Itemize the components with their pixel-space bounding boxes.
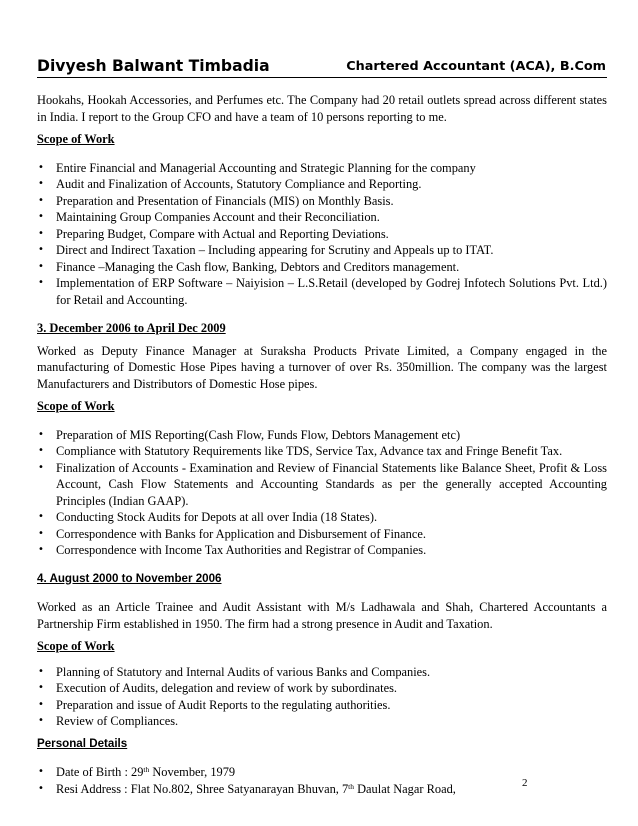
scope-list-1 — [37, 160, 607, 309]
dob-ordinal: th — [143, 765, 150, 774]
list-item: • Direct and Indirect Taxation – Including appearing for Scrutiny and Appeals up to ITAT. — [37, 242, 607, 259]
scope-heading-2: Scope of Work — [37, 399, 115, 413]
employment-heading-4: 4. August 2000 to November 2006 — [37, 571, 222, 585]
list-item: • Audit and Finalization of Accounts, Statutory Compliance and Reporting. — [37, 176, 607, 193]
list-item: • Correspondence with Income Tax Authorities and Registrar of Companies. — [37, 542, 607, 559]
address-label: Resi Address : Flat No.802, Shree Satyanarayan Bhuvan, 7 — [56, 781, 349, 796]
list-item: • Implementation of ERP Software – Naiyision – L.S.Retail (developed by Godrej Infotech Solutions Pvt. Ltd.) for Retail and Accounting. — [37, 275, 607, 308]
employment-heading-3: 3. December 2006 to April Dec 2009 — [37, 321, 226, 335]
address-value: Daulat Nagar Road, — [354, 781, 456, 796]
scope-heading-3: Scope of Work — [37, 639, 115, 653]
employment-paragraph-4: Worked as an Article Trainee and Audit Assistant with M/s Ladhawala and Shah, Chartered Accountants a Partnership Firm established in 1950. The firm had a strong presence in Audit and Taxation. — [37, 600, 607, 631]
scope-heading-1: Scope of Work — [37, 132, 115, 146]
candidate-name: Divyesh Balwant Timbadia — [37, 57, 270, 75]
list-item: • Conducting Stock Audits for Depots at all over India (18 States). — [37, 509, 607, 526]
list-item: • Preparation of MIS Reporting(Cash Flow, Funds Flow, Debtors Management etc) — [37, 427, 607, 444]
list-item: • Preparing Budget, Compare with Actual and Reporting Deviations. — [37, 226, 607, 243]
list-item: • Planning of Statutory and Internal Audits of various Banks and Companies. — [37, 664, 607, 681]
page-number: 2 — [522, 777, 528, 789]
list-item: • Maintaining Group Companies Account and their Reconciliation. — [37, 209, 607, 226]
list-item: • Finance –Managing the Cash flow, Banking, Debtors and Creditors management. — [37, 259, 607, 276]
list-item: • Preparation and issue of Audit Reports to the regulating authorities. — [37, 697, 607, 714]
list-item: • Preparation and Presentation of Financials (MIS) on Monthly Basis. — [37, 193, 607, 210]
personal-details-heading: Personal Details — [37, 736, 128, 750]
intro-paragraph: Hookahs, Hookah Accessories, and Perfumes etc. The Company had 20 retail outlets spread across different states in India. I report to the Group CFO and have a team of 10 persons reporting to me. — [37, 93, 607, 124]
address-ordinal: th — [348, 781, 355, 791]
list-item: • Finalization of Accounts - Examination and Review of Financial Statements like Balance Sheet, Profit & Loss Account, Cash Flow Statements and Accounting Standards as per the generally accepted Accounting Principles (Indian GAAP). — [37, 460, 607, 510]
list-item: • Review of Compliances. — [37, 713, 607, 730]
list-item: • Compliance with Statutory Requirements like TDS, Service Tax, Advance tax and Fringe Benefit Tax. — [37, 443, 607, 460]
dob-label: Date of Birth : 29 — [56, 765, 144, 779]
list-item: • Correspondence with Banks for Application and Disbursement of Finance. — [37, 526, 607, 543]
candidate-qualification: Chartered Accountant (ACA), B.Com — [346, 59, 606, 74]
list-item: • Execution of Audits, delegation and review of work by subordinates. — [37, 680, 607, 697]
scope-list-2 — [37, 427, 607, 559]
resume-header — [37, 56, 607, 78]
scope-list-3 — [37, 664, 607, 730]
resume-body — [37, 92, 607, 797]
employment-paragraph-3: Worked as Deputy Finance Manager at Suraksha Products Private Limited, a Company engaged in the manufacturing of Domestic Hose Pipes having a turnover of over Rs. 350million. The company was the largest Manufacturers and Distributors of Domestic Hose pipes. — [37, 343, 607, 391]
list-item: • Entire Financial and Managerial Accounting and Strategic Planning for the company — [37, 160, 607, 177]
dob-value: November, 1979 — [149, 765, 236, 779]
